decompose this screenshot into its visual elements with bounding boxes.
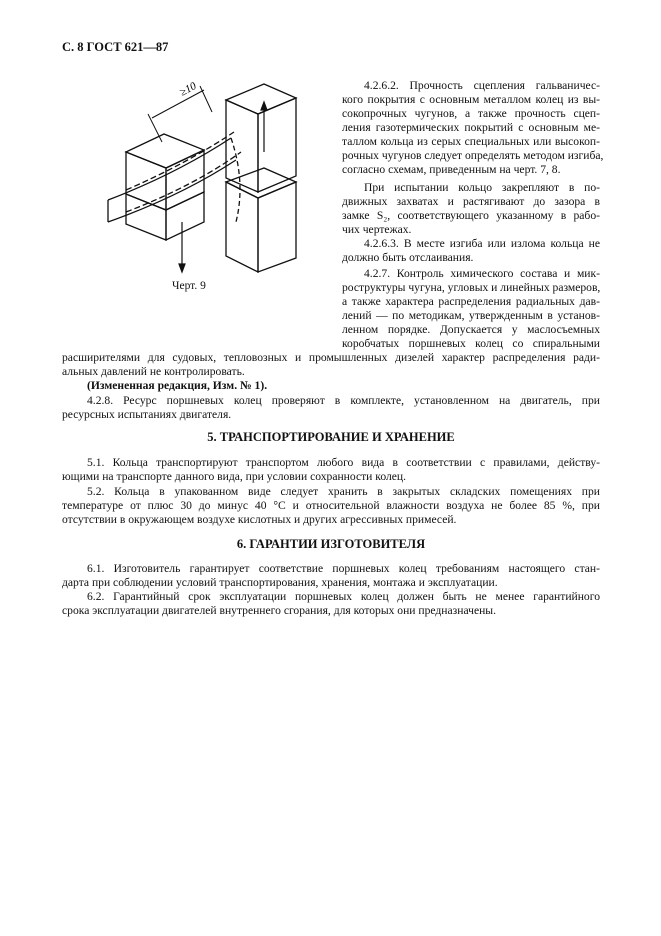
text-line: 6.1. Изготовитель гарантирует соответствие поршневых колец требованиям настоящего стан- <box>87 562 600 575</box>
amendment-note: (Измененная редакция, Изм. № 1). <box>87 379 268 392</box>
dimension-mark <box>148 86 212 142</box>
text-line: При испытании кольцо закрепляют в по- <box>364 181 600 194</box>
text-line: 4.2.7. Контроль химического состава и мик- <box>364 267 600 280</box>
text-line: движных захватах и растягивают до зазора в <box>342 195 600 208</box>
right-grip <box>226 84 296 272</box>
text-line: замке S₂, соответствующего указанному в рабо- <box>342 209 600 222</box>
text-line: отсутствии в окружающем воздухе кислотных и других агрессивных примесей. <box>62 513 457 526</box>
left-grip <box>126 134 204 240</box>
force-arrows <box>179 102 267 272</box>
text-line: ленном порядке. Допускается у маслосъемных <box>342 323 600 336</box>
text-line: а также характера распределения радиальных дав- <box>342 295 600 308</box>
dimension-label: ≥10 <box>177 80 199 99</box>
text-line: температуре от плюс 30 до минус 40 °С и относительной влажности воздуха не более 85 %, при <box>62 499 600 512</box>
text-line: кого покрытия с основным металлом колец из вы- <box>342 93 600 106</box>
text-line: ления газотермических покрытий с основным ме- <box>342 121 600 134</box>
text-line: должно быть отслаивания. <box>342 251 474 264</box>
figure-caption: Черт. 9 <box>172 280 206 292</box>
text-line: лений — по методикам, утвержденным в установ- <box>342 309 600 322</box>
text-line: расширителями для судовых, тепловозных и промышленных дизелей характер распределения ради- <box>62 351 600 364</box>
text-line: дарта при соблюдении условий транспортирования, хранения, монтажа и эксплуатации. <box>62 576 498 589</box>
text-line: таллом кольца из серых специальных или высокоп- <box>342 135 600 148</box>
text-line: срока эксплуатации двигателей внутреннего сгорания, для которых они предназначены. <box>62 604 496 617</box>
page-header: С. 8 ГОСТ 621—87 <box>62 40 169 54</box>
text-line: чих чертежах. <box>342 223 412 236</box>
text-line: согласно схемам, приведенным на черт. 7, 8. <box>342 163 561 176</box>
text-line: рочных чугунов следует определять методом изгиба, <box>342 149 604 162</box>
section-5-title: 5. ТРАНСПОРТИРОВАНИЕ И ХРАНЕНИЕ <box>207 430 455 444</box>
text-line: альных давлений не контролировать. <box>62 365 245 378</box>
text-line: 4.2.6.2. Прочность сцепления гальваничес- <box>364 79 600 92</box>
text-line: 5.2. Кольца в упакованном виде следует хранить в закрытых складских помещениях при <box>87 485 600 498</box>
section-6-title: 6. ГАРАНТИИ ИЗГОТОВИТЕЛЯ <box>236 537 426 551</box>
text-line: коробчатых поршневых колец со спиральными <box>342 337 600 350</box>
text-line: сокопрочных чугунов, а также прочность сцеп- <box>342 107 600 120</box>
text-line: ресурсных испытаниях двигателя. <box>62 408 232 421</box>
ring-bend-test-figure <box>86 72 336 277</box>
ring-segment <box>108 132 241 222</box>
text-line: 6.2. Гарантийный срок эксплуатации поршневых колец должен быть не менее гарантийного <box>87 590 600 603</box>
text-line: роструктуры чугуна, угловых и линейных размеров, <box>342 281 601 294</box>
text-line: 4.2.6.3. В месте изгиба или излома кольца не <box>364 237 600 250</box>
text-line: 5.1. Кольца транспортируют транспортом любого вида в соответствии с правилами, действу- <box>87 456 600 469</box>
text-line: ющими на транспорте данного вида, при условии сохранности колец. <box>62 470 407 483</box>
text-line: 4.2.8. Ресурс поршневых колец проверяют в комплекте, установленном на двигатель, при <box>87 394 600 407</box>
